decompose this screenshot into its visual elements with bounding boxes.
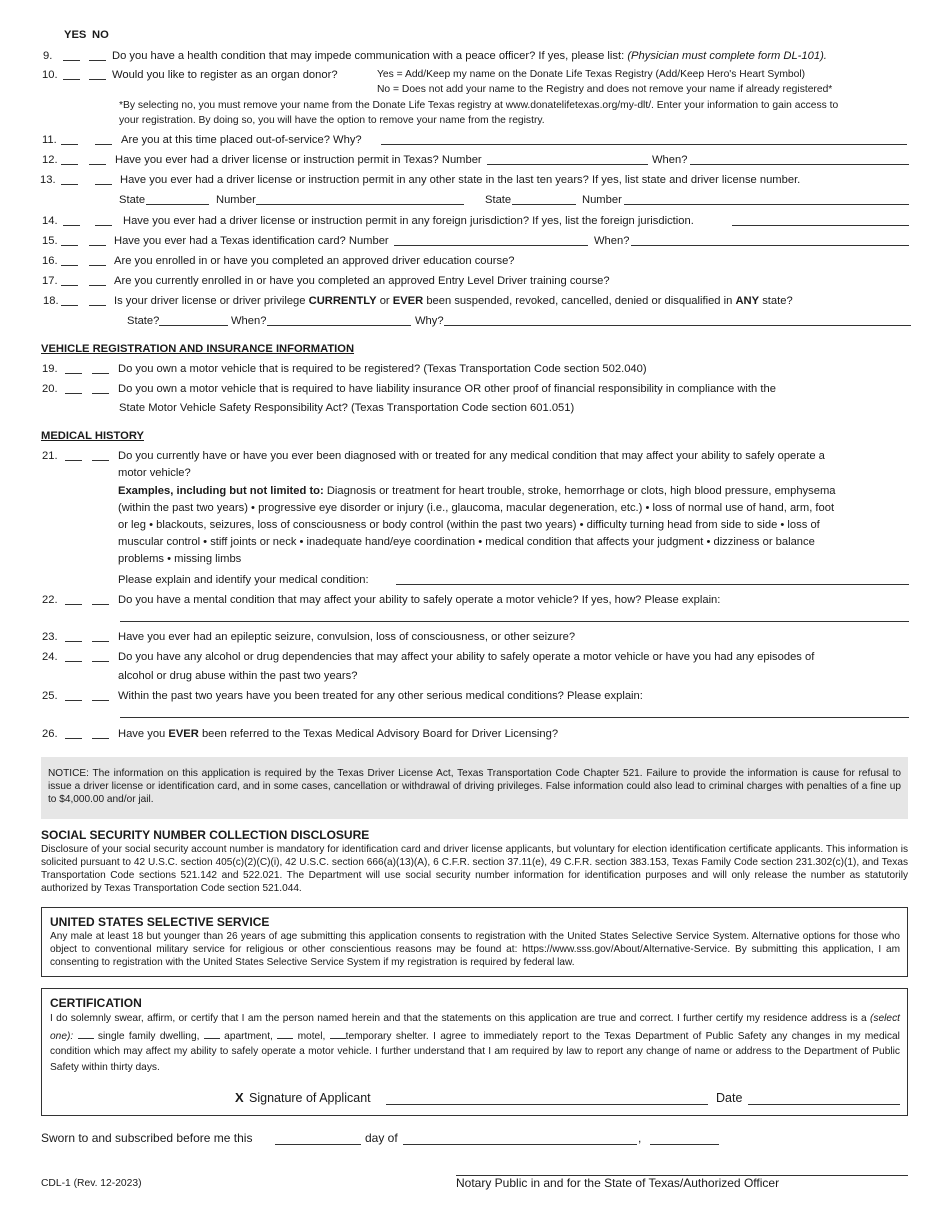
q25-number: 25.	[42, 690, 58, 702]
selective-service-text: Any male at least 18 but younger than 26 years of age submitting this application consents to registration with the United States Selective Service System. Alternative options for those who object to conventional military service for religious or other conscientious reasons may be found at: https://www.sss.gov/About/Alternative-Service. By submitting this application, I am consenting to registration with the United States Selective Service System if my registration is required by federal law.	[50, 931, 900, 968]
q13-number-field-2[interactable]	[624, 193, 909, 205]
q21-text-line-2: motor vehicle?	[118, 467, 191, 479]
q25-explain-field[interactable]	[120, 706, 909, 718]
q21-explain-label: Please explain and identify your medical condition:	[118, 574, 369, 586]
q15-number-field[interactable]	[394, 234, 588, 246]
q12-number: 12.	[42, 154, 58, 166]
q25-no-blank[interactable]	[92, 689, 109, 701]
q16-no-blank[interactable]	[89, 254, 106, 266]
q14-yes-blank[interactable]	[63, 214, 80, 226]
q13-number-label-1: Number	[216, 194, 256, 206]
signature-x-mark: X	[235, 1090, 244, 1105]
q23-yes-blank[interactable]	[65, 630, 82, 642]
q24-no-blank[interactable]	[92, 650, 109, 662]
q12-no-blank[interactable]	[89, 153, 106, 165]
q13-state-field-1[interactable]	[146, 193, 209, 205]
q19-text: Do you own a motor vehicle that is required to be registered? (Texas Transportation Code section 502.040)	[118, 363, 647, 375]
residence-temporary-shelter-blank[interactable]	[330, 1027, 346, 1039]
q18-state-label: State?	[127, 315, 160, 327]
q13-state-field-2[interactable]	[512, 193, 576, 205]
q23-no-blank[interactable]	[92, 630, 109, 642]
q9-yes-blank[interactable]	[63, 49, 80, 61]
q21-explain-field[interactable]	[396, 573, 909, 585]
q18-text: Is your driver license or driver privilege CURRENTLY or EVER been suspended, revoked, cancelled, denied or disqualified in ANY state?	[114, 295, 793, 307]
q22-text: Do you have a mental condition that may affect your ability to safely operate a motor vehicle? If yes, how? Please explain:	[118, 594, 721, 606]
q18-no-blank[interactable]	[89, 294, 106, 306]
sworn-label: Sworn to and subscribed before me this	[41, 1131, 253, 1145]
q25-text: Within the past two years have you been treated for any other serious medical conditions? Please explain:	[118, 690, 643, 702]
q18-when-label: When?	[231, 315, 267, 327]
date-label: Date	[716, 1091, 743, 1105]
q19-no-blank[interactable]	[92, 362, 109, 374]
sworn-day-field[interactable]	[275, 1131, 361, 1145]
q11-no-blank[interactable]	[95, 133, 112, 145]
q24-text-line-2: alcohol or drug abuse within the past two years?	[118, 670, 358, 682]
q18-state-field[interactable]	[159, 314, 228, 326]
q14-text: Have you ever had a driver license or instruction permit in any foreign jurisdiction? If yes, list the foreign jurisdiction.	[123, 215, 694, 227]
q15-when-field[interactable]	[631, 234, 909, 246]
q10-yes-blank[interactable]	[63, 68, 80, 80]
q21-yes-blank[interactable]	[65, 449, 82, 461]
q16-number: 16.	[42, 255, 58, 267]
q10-yes-option: Yes = Add/Keep my name on the Donate Life Texas Registry (Add/Keep Hero's Heart Symbol)	[377, 69, 806, 80]
signature-label: Signature of Applicant	[249, 1091, 371, 1105]
notary-label: Notary Public in and for the State of Texas/Authorized Officer	[456, 1176, 780, 1190]
q20-number: 20.	[42, 383, 58, 395]
q17-number: 17.	[42, 275, 58, 287]
q26-text: Have you EVER been referred to the Texas Medical Advisory Board for Driver Licensing?	[118, 728, 559, 740]
q14-no-blank[interactable]	[95, 214, 112, 226]
q19-yes-blank[interactable]	[65, 362, 82, 374]
q11-why-field[interactable]	[381, 133, 907, 145]
certification-text: I do solemnly swear, affirm, or certify that I am the person named herein and that the statements on this application are true and correct. I further certify my residence address is a (select one): single family dwelling, apartment, motel, temporary shelter. I agree to immediately report to the Texas Department of Public Safety any changes in my medical condition which may affect my ability to safely operate a motor vehicle. I further understand that I am required by law to report any change of name or address to the Department of Public Safety within thirty days.	[50, 1013, 900, 1073]
ssn-text: Disclosure of your social security account number is mandatory for identification card and driver license applicants, but voluntary for election identification certificate applicants. This information is solicited pursuant to 42 U.S.C. section 405(c)(2)(C)(i), 42 U.S.C. section 666(a)(13)(A), 6 C.F.R. section 37.11(e), 49 C.F.R. section 383.153, Texas Family Code section 231.302(c)(1), and Texas Transportation Code sections 521.142 and 522.021. The Department will use social security number information for identification purposes and will only release the number as statutorily authorized by Texas Transportation Code section 521.044.	[41, 844, 908, 894]
selective-service-heading: UNITED STATES SELECTIVE SERVICE	[50, 915, 270, 929]
q21-no-blank[interactable]	[92, 449, 109, 461]
q9-number: 9.	[43, 50, 53, 62]
q12-when-label: When?	[652, 154, 688, 166]
q20-text-line-2: State Motor Vehicle Safety Responsibility Act? (Texas Transportation Code section 601.051)	[119, 402, 575, 414]
q9-no-blank[interactable]	[89, 49, 106, 61]
q18-number: 18.	[43, 295, 59, 307]
q12-when-field[interactable]	[690, 153, 909, 165]
sworn-day-of-label: day of	[365, 1131, 398, 1145]
q15-yes-blank[interactable]	[61, 234, 78, 246]
q26-no-blank[interactable]	[92, 727, 109, 739]
q18-when-field[interactable]	[267, 314, 411, 326]
q10-number: 10.	[42, 69, 58, 81]
ssn-heading: SOCIAL SECURITY NUMBER COLLECTION DISCLOSURE	[41, 828, 370, 842]
q11-yes-blank[interactable]	[61, 133, 78, 145]
q23-number: 23.	[42, 631, 58, 643]
certification-heading: CERTIFICATION	[50, 996, 142, 1010]
q21-text-line-1: Do you currently have or have you ever been diagnosed with or treated for any medical condition that may affect your ability to safely operate a	[118, 450, 825, 462]
q21-examples-line-4: muscular control • stiff joints or neck • inadequate hand/eye coordination • medical condition that affects your judgment • dizziness or balance	[118, 536, 815, 548]
q21-number: 21.	[42, 450, 58, 462]
q13-text: Have you ever had a driver license or instruction permit in any other state in the last ten years? If yes, list state and driver license number.	[120, 174, 801, 186]
q10-footnote-1: *By selecting no, you must remove your name from the Donate Life Texas registry at www.donatelifetexas.org/my-dlt/. Enter your information to gain access to	[119, 100, 839, 111]
q10-footnote-2: your registration. By doing so, you will have the option to remove your name from the registry.	[119, 115, 545, 126]
q10-text: Would you like to register as an organ donor?	[112, 69, 338, 81]
q20-text-line-1: Do you own a motor vehicle that is required to have liability insurance OR other proof of financial responsibility in compliance with the	[118, 383, 776, 395]
q22-number: 22.	[42, 594, 58, 606]
form-id: CDL-1 (Rev. 12-2023)	[41, 1178, 142, 1189]
date-field[interactable]	[748, 1091, 900, 1105]
residence-motel-blank[interactable]	[277, 1027, 293, 1039]
sworn-comma: ,	[638, 1131, 642, 1145]
q15-when-label: When?	[594, 235, 630, 247]
q9-text: Do you have a health condition that may impede communication with a peace officer? If yes, please list: (Physician must complete form DL-101).	[112, 50, 827, 62]
q17-yes-blank[interactable]	[61, 274, 78, 286]
yes-column-header: YES	[64, 29, 87, 41]
q22-explain-field[interactable]	[120, 610, 909, 622]
no-column-header: NO	[92, 29, 109, 41]
q17-no-blank[interactable]	[89, 274, 106, 286]
q13-number: 13.	[40, 174, 56, 186]
selective-service-box	[41, 907, 908, 977]
q26-yes-blank[interactable]	[65, 727, 82, 739]
q10-no-option: No = Does not add your name to the Registry and does not remove your name if already registered*	[377, 84, 833, 95]
q21-examples-line-2: (within the past two years) • progressive eye disorder or injury (i.e., glaucoma, macular degeneration, etc.) • loss of normal use of hand, arm, foot	[118, 502, 835, 514]
q13-state-label-1: State	[119, 194, 146, 206]
q13-number-field-1[interactable]	[256, 193, 464, 205]
q24-number: 24.	[42, 651, 58, 663]
q15-no-blank[interactable]	[89, 234, 106, 246]
q13-yes-blank[interactable]	[61, 173, 78, 185]
q24-yes-blank[interactable]	[65, 650, 82, 662]
q21-examples-line-3: or leg • blackouts, seizures, loss of consciousness or body control (within the past two years) • difficulty turning head from side to side • loss of	[118, 519, 820, 531]
q20-no-blank[interactable]	[92, 382, 109, 394]
q18-yes-blank[interactable]	[61, 294, 78, 306]
q18-why-field[interactable]	[444, 314, 911, 326]
sworn-month-field[interactable]	[403, 1131, 637, 1145]
q24-text-line-1: Do you have any alcohol or drug dependencies that may affect your ability to safely operate a motor vehicle or have you had any episodes of	[118, 651, 815, 663]
q11-text: Are you at this time placed out-of-service? Why?	[121, 134, 362, 146]
q15-number: 15.	[42, 235, 58, 247]
q23-text: Have you ever had an epileptic seizure, convulsion, loss of consciousness, or other seizure?	[118, 631, 576, 643]
q13-number-label-2: Number	[582, 194, 622, 206]
q14-jurisdiction-field[interactable]	[732, 214, 909, 226]
q21-examples-line-1: Examples, including but not limited to: Diagnosis or treatment for heart trouble, stroke, hemorrhage or clots, high blood pressure, emphysema	[118, 485, 836, 497]
q17-text: Are you currently enrolled in or have you completed an approved Entry Level Driver training course?	[114, 275, 610, 287]
q13-state-label-2: State	[485, 194, 512, 206]
q22-yes-blank[interactable]	[65, 593, 82, 605]
q10-no-blank[interactable]	[89, 68, 106, 80]
q19-number: 19.	[42, 363, 58, 375]
q13-no-blank[interactable]	[95, 173, 112, 185]
q16-yes-blank[interactable]	[61, 254, 78, 266]
q12-number-field[interactable]	[487, 153, 648, 165]
q25-yes-blank[interactable]	[65, 689, 82, 701]
medical-section-heading: MEDICAL HISTORY	[41, 430, 144, 442]
q18-why-label: Why?	[415, 315, 444, 327]
q20-yes-blank[interactable]	[65, 382, 82, 394]
q22-no-blank[interactable]	[92, 593, 109, 605]
q15-text: Have you ever had a Texas identification card? Number	[114, 235, 389, 247]
q26-number: 26.	[42, 728, 58, 740]
q11-number: 11.	[42, 134, 57, 146]
q21-examples-line-5: problems • missing limbs	[118, 553, 242, 565]
residence-apartment-blank[interactable]	[204, 1027, 220, 1039]
signature-field[interactable]	[386, 1091, 708, 1105]
ssn-disclosure	[41, 843, 908, 895]
notice-text: NOTICE: The information on this application is required by the Texas Driver License Act, Texas Transportation Code Chapter 521. Failure to provide the information is cause for refusal to issue a driver license or identification card, and in some cases, cancellation or withdrawal of driving privileges. False information could also lead to criminal charges with penalties of a fine up to $4,000.00 and/or jail.	[48, 768, 901, 805]
q12-text: Have you ever had a driver license or instruction permit in Texas? Number	[115, 154, 482, 166]
q16-text: Are you enrolled in or have you completed an approved driver education course?	[114, 255, 515, 267]
notice-box	[41, 757, 908, 819]
q14-number: 14.	[42, 215, 58, 227]
q12-yes-blank[interactable]	[61, 153, 78, 165]
sworn-year-field[interactable]	[650, 1131, 719, 1145]
vehicle-section-heading: VEHICLE REGISTRATION AND INSURANCE INFORMATION	[41, 343, 355, 355]
residence-single-family-blank[interactable]	[78, 1027, 94, 1039]
